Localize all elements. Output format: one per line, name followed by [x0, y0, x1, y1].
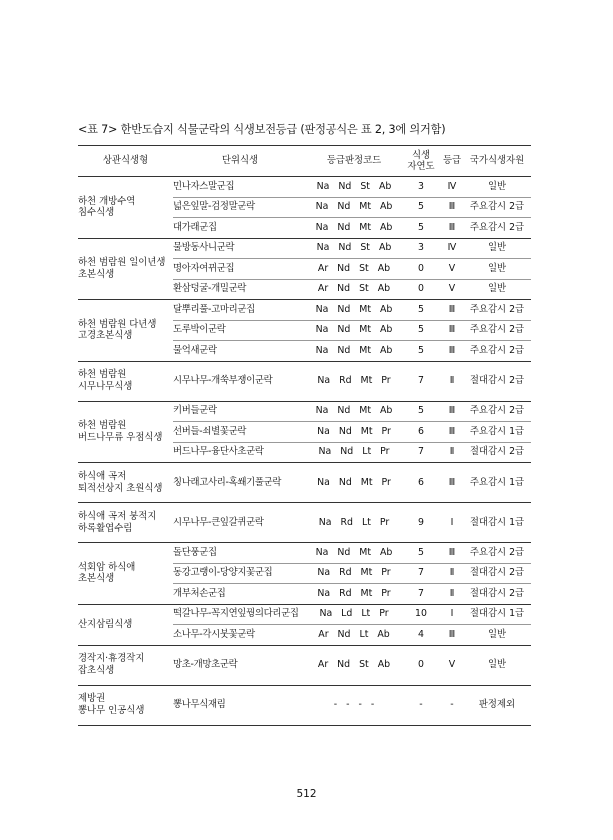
national-resource-cell: 일반 [463, 279, 531, 300]
naturalness-cell: 5 [401, 401, 441, 422]
national-resource-cell: 주요감시 2급 [463, 218, 531, 239]
national-resource-cell: 주요감시 1급 [463, 463, 531, 503]
naturalness-cell: 5 [401, 341, 441, 362]
national-resource-cell: 주요감시 1급 [463, 422, 531, 443]
naturalness-cell: 5 [401, 320, 441, 341]
national-resource-cell: 주요감시 2급 [463, 300, 531, 321]
national-resource-cell: 절대감시 2급 [463, 584, 531, 605]
grade-code-cell: Na Nd Mt Ab [307, 300, 401, 321]
naturalness-cell: 5 [401, 300, 441, 321]
header-naturalness: 식생 자연도 [401, 146, 441, 177]
naturalness-cell: 0 [401, 259, 441, 280]
grade-cell: Ⅳ [441, 238, 463, 259]
habitat-type-cell: 하천 범람원 시무나무식생 [78, 361, 173, 401]
grade-cell: Ⅴ [441, 259, 463, 280]
unit-vegetation-cell: 민나자스말군집 [173, 177, 307, 198]
grade-cell: Ⅱ [441, 584, 463, 605]
national-resource-cell: 절대감시 1급 [463, 503, 531, 543]
grade-code-cell: Na Nd Mt Pr [307, 422, 401, 443]
header-grade-code: 등급판정코드 [307, 146, 401, 177]
table-row [78, 645, 531, 685]
habitat-type-cell: 제방권 뽕나무 인공식생 [78, 685, 173, 725]
grade-cell: Ⅲ [441, 341, 463, 362]
grade-cell: Ⅲ [441, 320, 463, 341]
unit-vegetation-cell: 망초-개망초군락 [173, 645, 307, 685]
grade-cell: Ⅰ [441, 503, 463, 543]
grade-code-cell: Na Rd Mt Pr [307, 584, 401, 605]
national-resource-cell: 일반 [463, 645, 531, 685]
unit-vegetation-cell: 선버들-쇠별꽃군락 [173, 422, 307, 443]
naturalness-cell: 7 [401, 563, 441, 584]
naturalness-cell: 6 [401, 422, 441, 443]
grade-code-cell: Na Nd Mt Ab [307, 401, 401, 422]
national-resource-cell: 주요감시 2급 [463, 197, 531, 218]
national-resource-cell: 주요감시 2급 [463, 401, 531, 422]
grade-cell: Ⅴ [441, 645, 463, 685]
grade-code-cell: Ar Nd St Ab [307, 645, 401, 685]
grade-cell: Ⅲ [441, 401, 463, 422]
vegetation-grade-table [78, 145, 531, 726]
table-row [78, 463, 531, 503]
grade-cell: Ⅱ [441, 442, 463, 463]
national-resource-cell: 일반 [463, 625, 531, 646]
habitat-type-cell: 하천 개방수역 침수식생 [78, 177, 173, 239]
header-unit-vegetation: 단위식생 [173, 146, 307, 177]
grade-cell: Ⅱ [441, 361, 463, 401]
national-resource-cell: 주요감시 2급 [463, 320, 531, 341]
naturalness-cell: 5 [401, 197, 441, 218]
header-grade: 등급 [441, 146, 463, 177]
header-habitat-type: 상관식생형 [78, 146, 173, 177]
table-row [78, 543, 531, 564]
naturalness-cell: 5 [401, 218, 441, 239]
unit-vegetation-cell: 도루박이군락 [173, 320, 307, 341]
grade-code-cell: Na Rd Mt Pr [307, 563, 401, 584]
national-resource-cell: 절대감시 2급 [463, 442, 531, 463]
grade-cell: Ⅱ [441, 563, 463, 584]
table-row [78, 604, 531, 625]
unit-vegetation-cell: 개부처손군집 [173, 584, 307, 605]
grade-code-cell: Ar Nd St Ab [307, 279, 401, 300]
unit-vegetation-cell: 버드나무-융단사초군락 [173, 442, 307, 463]
grade-code-cell: Na Ld Lt Pr [307, 604, 401, 625]
unit-vegetation-cell: 칭나래고사리-혹쐐기풀군락 [173, 463, 307, 503]
national-resource-cell: 일반 [463, 259, 531, 280]
grade-cell: Ⅲ [441, 625, 463, 646]
naturalness-cell: 9 [401, 503, 441, 543]
grade-code-cell: - - - - [307, 685, 401, 725]
grade-cell: Ⅳ [441, 177, 463, 198]
grade-cell: Ⅲ [441, 543, 463, 564]
national-resource-cell: 판정제외 [463, 685, 531, 725]
unit-vegetation-cell: 대가래군집 [173, 218, 307, 239]
habitat-type-cell: 경작지·휴경작지 잡초식생 [78, 645, 173, 685]
unit-vegetation-cell: 물방동사니군락 [173, 238, 307, 259]
unit-vegetation-cell: 시무나무-개쑥부쟁이군락 [173, 361, 307, 401]
unit-vegetation-cell: 소나무-각시붓꽃군락 [173, 625, 307, 646]
grade-cell: Ⅲ [441, 300, 463, 321]
grade-code-cell: Na Nd Mt Ab [307, 341, 401, 362]
unit-vegetation-cell: 키버들군락 [173, 401, 307, 422]
grade-cell: Ⅲ [441, 218, 463, 239]
naturalness-cell: 3 [401, 177, 441, 198]
grade-cell: - [441, 685, 463, 725]
grade-cell: Ⅰ [441, 604, 463, 625]
grade-code-cell: Ar Nd St Ab [307, 259, 401, 280]
page-number: 512 [296, 788, 317, 800]
grade-code-cell: Na Nd St Ab [307, 177, 401, 198]
habitat-type-cell: 하천 범람원 다년생 고경초본식생 [78, 300, 173, 362]
unit-vegetation-cell: 물억새군락 [173, 341, 307, 362]
grade-cell: Ⅲ [441, 422, 463, 443]
naturalness-cell: 4 [401, 625, 441, 646]
unit-vegetation-cell: 돌단풍군집 [173, 543, 307, 564]
grade-code-cell: Ar Nd Lt Ab [307, 625, 401, 646]
grade-code-cell: Na Nd Mt Ab [307, 320, 401, 341]
grade-code-cell: Na Nd St Ab [307, 238, 401, 259]
header-national-resource: 국가식생자원 [463, 146, 531, 177]
table-row [78, 238, 531, 259]
grade-cell: Ⅲ [441, 197, 463, 218]
unit-vegetation-cell: 넓은잎말-검정말군락 [173, 197, 307, 218]
habitat-type-cell: 하천 범람원 버드나무류 우점식생 [78, 401, 173, 463]
unit-vegetation-cell: 환삼덩굴-개밀군락 [173, 279, 307, 300]
habitat-type-cell: 석회암 하식애 초본식생 [78, 543, 173, 605]
table-row [78, 401, 531, 422]
grade-cell: Ⅴ [441, 279, 463, 300]
naturalness-cell: 10 [401, 604, 441, 625]
grade-code-cell: Na Nd Mt Ab [307, 543, 401, 564]
table-row [78, 177, 531, 198]
national-resource-cell: 절대감시 2급 [463, 563, 531, 584]
national-resource-cell: 절대감시 1급 [463, 604, 531, 625]
national-resource-cell: 절대감시 2급 [463, 361, 531, 401]
grade-code-cell: Na Nd Lt Pr [307, 442, 401, 463]
national-resource-cell: 주요감시 2급 [463, 341, 531, 362]
grade-cell: Ⅲ [441, 463, 463, 503]
national-resource-cell: 일반 [463, 177, 531, 198]
grade-code-cell: Na Nd Mt Pr [307, 463, 401, 503]
naturalness-cell: 7 [401, 442, 441, 463]
habitat-type-cell: 산지삼림식생 [78, 604, 173, 645]
habitat-type-cell: 하식애 곡저 퇴적선상지 초원식생 [78, 463, 173, 503]
table-row [78, 361, 531, 401]
unit-vegetation-cell: 떡갈나무-꼭지연잎꿩의다리군집 [173, 604, 307, 625]
grade-code-cell: Na Rd Mt Pr [307, 361, 401, 401]
table-row [78, 685, 531, 725]
grade-code-cell: Na Nd Mt Ab [307, 218, 401, 239]
naturalness-cell: 7 [401, 361, 441, 401]
unit-vegetation-cell: 명아자여뀌군집 [173, 259, 307, 280]
naturalness-cell: 6 [401, 463, 441, 503]
naturalness-cell: 5 [401, 543, 441, 564]
national-resource-cell: 일반 [463, 238, 531, 259]
grade-code-cell: Na Nd Mt Ab [307, 197, 401, 218]
unit-vegetation-cell: 시무나무-큰잎갈퀴군락 [173, 503, 307, 543]
naturalness-cell: 0 [401, 279, 441, 300]
grade-code-cell: Na Rd Lt Pr [307, 503, 401, 543]
header-row [78, 146, 531, 177]
table-row [78, 300, 531, 321]
national-resource-cell: 주요감시 2급 [463, 543, 531, 564]
naturalness-cell: - [401, 685, 441, 725]
table-row [78, 503, 531, 543]
unit-vegetation-cell: 달뿌리풀-고마리군집 [173, 300, 307, 321]
habitat-type-cell: 하천 범람원 일이년생 초본식생 [78, 238, 173, 300]
naturalness-cell: 3 [401, 238, 441, 259]
table-caption: <표 7> 한반도습지 식물군락의 식생보전등급 (판정공식은 표 2, 3에 의거함) [78, 123, 446, 136]
naturalness-cell: 0 [401, 645, 441, 685]
naturalness-cell: 7 [401, 584, 441, 605]
unit-vegetation-cell: 동강고랭이-당양지꽃군집 [173, 563, 307, 584]
habitat-type-cell: 하식애 곡저 붕적지 하록활엽수림 [78, 503, 173, 543]
unit-vegetation-cell: 뽕나무식재림 [173, 685, 307, 725]
